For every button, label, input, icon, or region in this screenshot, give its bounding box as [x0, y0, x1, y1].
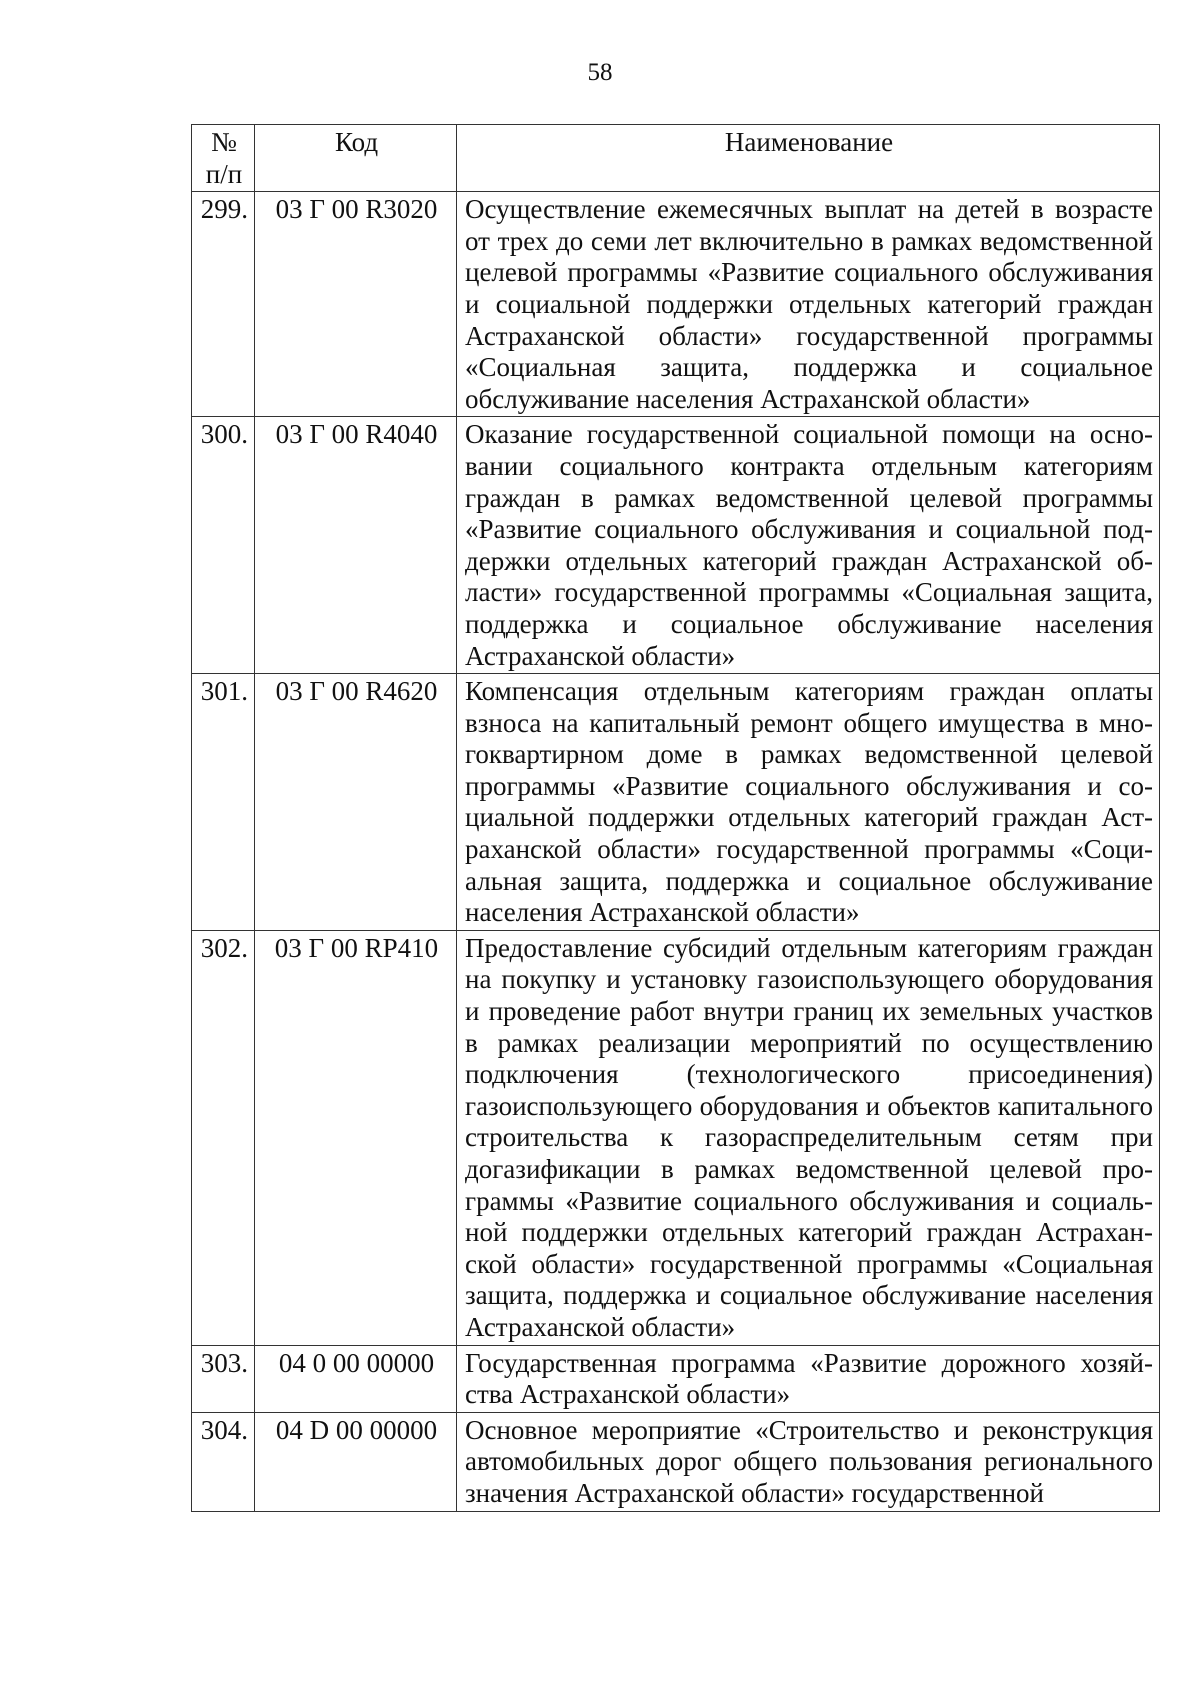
table-row: [192, 1345, 1160, 1412]
row-name: Основное мероприятие «Строительство и реконструкция автомобильных дорог общего пользования регионального значения Астраханской области» государственной: [457, 1412, 1160, 1511]
header-name: Наименование: [457, 125, 1160, 192]
table-row: [192, 417, 1160, 674]
table-row: [192, 192, 1160, 417]
row-code: 03 Г 00 R3020: [255, 192, 457, 417]
row-name: Осуществление ежемесячных выплат на детей в возрасте от трех до семи лет включительно в рамках ведомственной целевой программы «Развитие социального обслуживания и социальной поддержки отдельных категорий граждан Астраханской области» государственной программы «Социальная защита, поддержка и социальное обслуживание населения Астраханской области»: [457, 192, 1160, 417]
row-name: Компенсация отдельным категориям граждан оплаты взноса на капитальный ремонт общего имущества в многоквартирном доме в рамках ведомственной целевой программы «Развитие социального обслуживания и социальной поддержки отдельных категорий граждан Астраханской области» государственной программы «Социальная защита, поддержка и социальное обслуживание населения Астраханской области»: [457, 674, 1160, 931]
row-number: 303.: [192, 1345, 255, 1412]
page-number: 58: [587, 59, 613, 86]
table-header-row: [192, 125, 1160, 192]
header-number-sign: №: [211, 127, 237, 157]
header-number: [192, 125, 255, 192]
row-name: Предоставление субсидий отдельным категориям граждан на покупку и установку газоиспользующего оборудования и проведение работ внутри границ их земельных участков в рамках реализации мероприятий по осуществлению подключения (технологического присоединения) газоиспользующего оборудования и объектов капитального строительства к газораспределительным сетям при догазификации в рамках ведомственной целевой программы «Развитие социального обслуживания и социальной поддержки отдельных категорий граждан Астраханской области» государственной программы «Социальная защита, поддержка и социальное обслуживание населения Астраханской области»: [457, 930, 1160, 1345]
row-code: 03 Г 00 R4040: [255, 417, 457, 674]
row-number: 301.: [192, 674, 255, 931]
header-number-abbr: п/п: [205, 158, 243, 189]
row-number: 302.: [192, 930, 255, 1345]
table-row: [192, 1412, 1160, 1511]
row-name: Государственная программа «Развитие дорожного хозяйства Астраханской области»: [457, 1345, 1160, 1412]
table-row: [192, 930, 1160, 1345]
row-code: 03 Г 00 R4620: [255, 674, 457, 931]
row-name: Оказание государственной социальной помощи на основании социального контракта отдельным категориям граждан в рамках ведомственной целевой программы «Развитие социального обслуживания и социальной поддержки отдельных категорий граждан Астраханской области» государственной программы «Социальная защита, поддержка и социальное обслуживание населения Астраханской области»: [457, 417, 1160, 674]
table-row: [192, 674, 1160, 931]
row-number: 299.: [192, 192, 255, 417]
row-code: 04 D 00 00000: [255, 1412, 457, 1511]
row-number: 300.: [192, 417, 255, 674]
register-table: [191, 124, 1160, 1512]
row-number: 304.: [192, 1412, 255, 1511]
row-code: 04 0 00 00000: [255, 1345, 457, 1412]
header-code: Код: [255, 125, 457, 192]
row-code: 03 Г 00 RP410: [255, 930, 457, 1345]
